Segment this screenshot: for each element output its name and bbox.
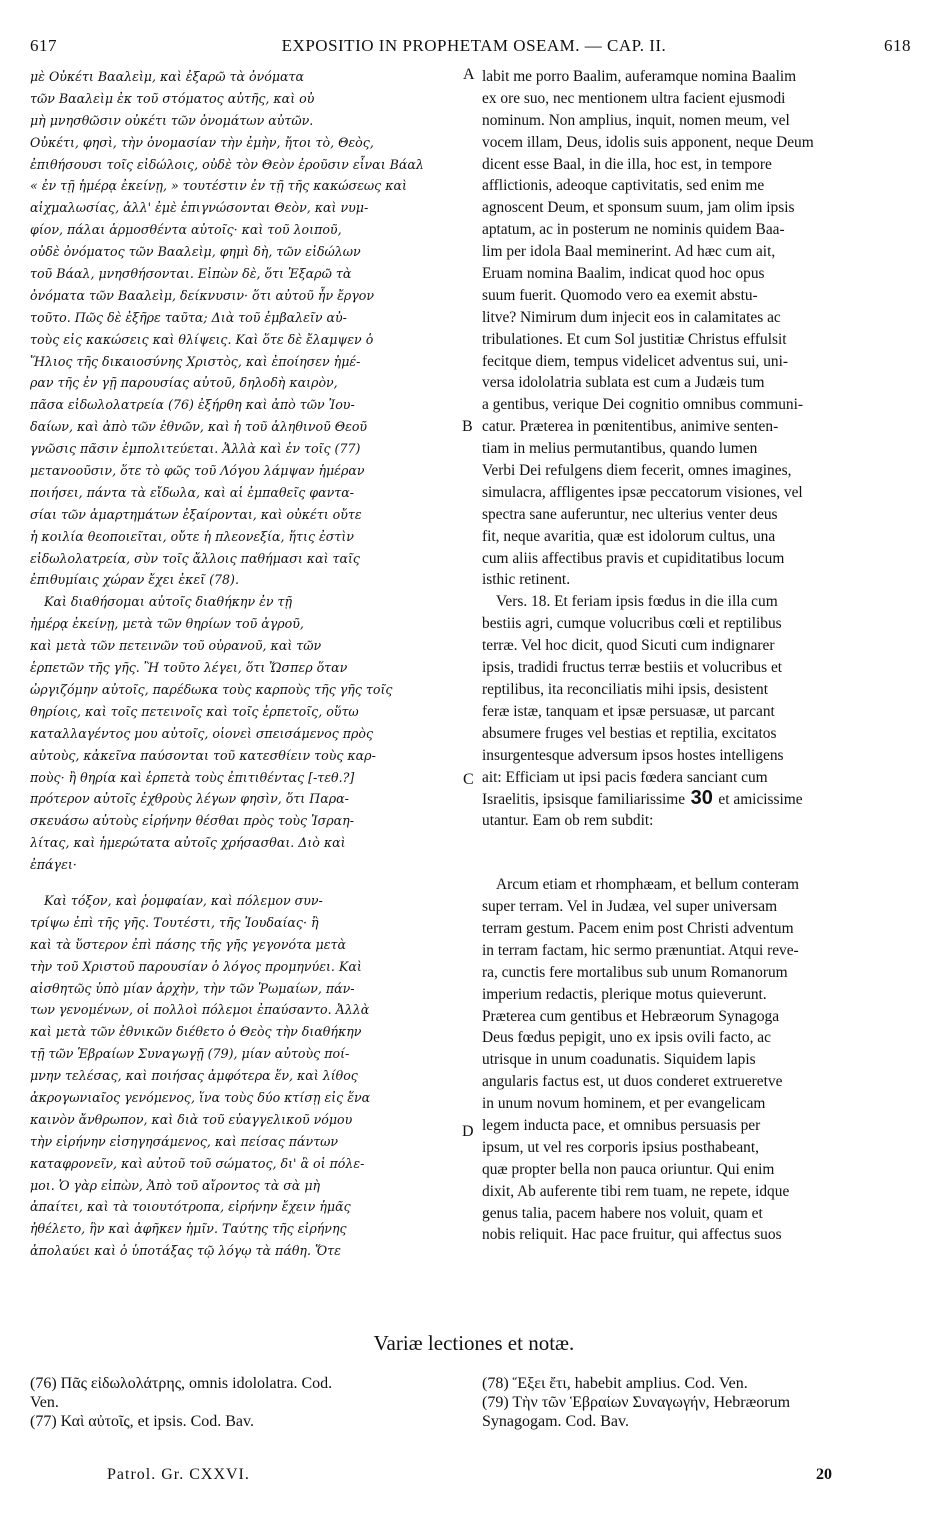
latin-line: agnoscent Deum, et sponsum suum, jam olim ipsis [482,199,795,217]
latin-line: catur. Præterea in pœnitentibus, animive senten- [482,418,779,436]
running-header [0,36,948,58]
greek-line: καὶ μετὰ τῶν πετεινῶν τοῦ οὐρανοῦ, καὶ τῶν [30,638,322,654]
latin-line: in terram factam, hic sermo prænuntiat. Atqui reve- [482,941,799,959]
greek-line: καινὸν ἄνθρωπον, καὶ διὰ τοῦ εὐαγγελικοῦ νόμου [30,1111,353,1127]
greek-line: τοῦ Βάαλ, μνησθήσονται. Εἰπὼν δὲ, ὅτι Ἐξαρῶ τὰ [30,266,352,282]
latin-line [482,832,912,846]
notes-title: Variæ lectiones et notæ. [373,1331,575,1355]
greek-line: τῶν Βααλεὶμ ἐκ τοῦ στόματος αὐτῆς, καὶ οὐ [30,90,315,106]
latin-line: bestiis agri, cumque volucribus cœli et reptilibus [482,615,782,633]
note-line: (77) Καὶ αὐτοῖς, et ipsis. Cod. Bav. [30,1413,254,1430]
latin-line: tribulationes. Et cum Sol justitiæ Christus effulsit [482,330,787,348]
latin-line: tiam in melius permutantibus, quando lumen [482,440,758,458]
latin-line: in unum novum hominem, et per evangelicam [482,1095,766,1113]
latin-line: insurgentesque adversum ipsos hostes intelligens [482,746,784,764]
latin-line: ra, cunctis fere mortalibus sub unum Romanorum [482,963,788,981]
latin-line: absumere fruges vel bestias et reptilia, excitatos [482,724,777,742]
latin-line: super terram. Vel in Judæa, vel super universam [482,898,778,916]
greek-line: θηρίοις, καὶ τοῖς πετεινοῖς καὶ τοῖς ἑρπετοῖς, οὕτω [30,703,359,719]
latin-line: versa idololatria sublata est cum a Judæis tum [482,374,765,392]
notes-right-column [482,1374,912,1431]
latin-line-tail: et amicissime [718,791,803,809]
latin-line: aptatum, ac in posterum ne nominis quidem Baa- [482,221,785,239]
margin-letter-a: A [463,66,475,83]
greek-line: φίον, πάλαι ἁρμοσθέντα αὐτοῖς· καὶ τοῦ λοιποῦ, [30,222,342,238]
latin-line: terræ. Vel hoc dicit, quod Sicuti cum indignarer [482,637,775,655]
greek-line: καταφρονεῖν, καὶ αὐτοῦ τοῦ σώματος, δι' ἃ οἱ πόλε- [30,1155,365,1171]
column-number-marker: 30 [685,788,719,810]
greek-line: ἡμέρᾳ ἐκείνῃ, μετὰ τῶν θηρίων τοῦ ἀγροῦ, [30,616,304,632]
latin-line: genus talia, pacem habere nos voluit, quam et [482,1204,763,1222]
left-page-number: 617 [30,36,57,55]
latin-line: Deus fœdus pepigit, uno ex ipsis ovili facto, ac [482,1029,771,1047]
greek-line [30,876,470,890]
greek-line: ραν τῆς ἐν γῇ παρουσίας αὐτοῦ, δηλοδὴ καιρὸν, [30,375,338,391]
greek-line: ἠθέλετο, ἣν καὶ ἀφῆκεν ἡμῖν. Ταύτης τῆς εἰρήνης [30,1221,347,1237]
latin-line: labit me porro Baalim, auferamque nomina Baalim [482,68,797,85]
greek-line: τὴν εἰρήνην εἰσηγησάμενος, καὶ πείσας πάντων [30,1133,339,1149]
latin-line: Verbi Dei refulgens diem fecerit, omnes imagines, [482,462,792,480]
greek-line: σίαι τῶν ἁμαρτημάτων ἐξαίρονται, καὶ οὐκέτι οὔτε [30,506,362,522]
latin-line: Israelitis, ipsisque familiarissime 30 et amicissime [482,788,803,810]
latin-line: imperium redactis, plerique motus quieverunt. [482,985,767,1003]
latin-line: afflictionis, adeoque captivitatis, sed enim me [482,177,765,195]
latin-line: ipsis, tradidi fructus terræ bestiis et volucribus et [482,659,783,677]
greek-line: ὠργιζόμην αὐτοῖς, παρέδωκα τοὺς καρποὺς τῆς γῆς τοῖς [30,681,393,697]
greek-line: εἰδωλολατρεία, σὺν τοῖς ἄλλοις παθήμασι καὶ ταῖς [30,550,360,566]
greek-column [30,66,470,1262]
greek-line: καὶ μετὰ τῶν ἐθνικῶν διέθετο ὁ Θεὸς τὴν διαθήκην [30,1024,362,1040]
greek-line: Ἥλιος τῆς δικαιοσύνης Χριστὸς, καὶ ἐποίησεν ἡμέ- [30,353,361,369]
footer-sheet-number: 20 [816,1466,832,1483]
greek-line: τοὺς εἰς κακώσεις καὶ θλίψεις. Καὶ ὅτε δὲ ἔλαμψεν ὁ [30,331,374,347]
greek-line: τοῦτο. Πῶς δὲ ἐξῆρε ταῦτα; Διὰ τοῦ ἐμβαλεῖν αὐ- [30,309,347,325]
greek-line: ποιήσει, πάντα τὰ εἴδωλα, καὶ αἱ ἐμπαθεῖς φαντα- [30,484,354,500]
note-line: Synagogam. Cod. Bav. [482,1413,629,1430]
greek-line: ἡ κοιλία θεοποιεῖται, οὔτε ἡ πλεονεξία, ἥτις ἐστὶν [30,528,354,544]
footer-signature: Patrol. Gr. CXXVI. [107,1466,250,1483]
note-line: (78) Ἕξει ἔτι, habebit amplius. Cod. Ven. [482,1375,748,1392]
latin-line: ex ore suo, nec mentionem ultra facient ejusmodi [482,89,786,107]
latin-line: ait: Efficiam ut ipsi pacis fœdera sanciant cum [482,768,768,786]
latin-line: dixit, Ab auferente tibi rem tuam, ne repete, idque [482,1182,790,1200]
greek-line: μοι. Ὁ γὰρ εἰπὼν, Ἀπὸ τοῦ αἴροντος τὰ σὰ μὴ [30,1177,321,1193]
latin-column [482,66,912,1246]
greek-line: καταλλαγέντος μου αὐτοῖς, οἱονεὶ σπεισάμενος πρὸς [30,725,374,741]
greek-line: ἀπολαύει καὶ ὁ ὑποτάξας τῷ λόγῳ τὰ πάθη. Ὅτε [30,1243,341,1259]
latin-line: simulacra, affligentes ipsæ peccatorum visiones, vel [482,483,803,501]
note-line: (76) Πᾶς εἰδωλολάτρης, omnis idololatra. Cod. [30,1375,333,1392]
latin-line: ipsum, ut vel res corporis ipsius posthabeant, [482,1138,759,1156]
greek-line: Καὶ διαθήσομαι αὐτοῖς διαθήκην ἐν τῇ [44,594,293,610]
latin-line: vocem illam, Deus, idolis suis apponent, neque Deum [482,133,814,151]
latin-line: Vers. 18. Et feriam ipsis fœdus in die illa cum [496,593,778,611]
greek-line: πᾶσα εἰδωλολατρεία (76) ἐξήρθη καὶ ἀπὸ τῶν Ἰου- [30,397,355,413]
greek-line: τὴν τοῦ Χριστοῦ παρουσίαν ὁ λόγος προμηνύει. Καὶ [30,958,362,974]
margin-letter-d: D [462,1123,474,1140]
greek-line: καὶ τὰ ὕστερον ἐπὶ πάσης τῆς γῆς γεγονότα μετὰ [30,936,346,952]
right-page-number: 618 [884,36,911,55]
latin-line: fit, neque avaritia, quæ est idolorum cultus, una [482,527,776,545]
greek-line: μετανοοῦσιν, ὅτε τὸ φῶς τοῦ Λόγου λάμψαν ἡμέραν [30,463,365,479]
latin-line: isthic retinent. [482,571,571,589]
note-line: (79) Τὴν τῶν Ἑβραίων Συναγωγήν, Hebræorum [482,1394,791,1411]
greek-line: ἐπιθήσουσι τοῖς εἰδώλοις, οὐδὲ τὸν Θεὸν ἐροῦσιν εἶναι Βάαλ [30,156,424,172]
greek-line: μὴ μνησθῶσιν οὐκέτι τῶν ὀνομάτων αὐτῶν. [30,112,314,128]
greek-line: μνην τελέσας, καὶ ποιήσας ἀμφότερα ἕν, καὶ λίθος [30,1068,358,1084]
latin-line: utrisque in unum coadunatis. Siquidem lapis [482,1051,756,1069]
greek-line: μὲ Οὐκέτι Βααλεὶμ, καὶ ἐξαρῶ τὰ ὀνόματα [30,69,305,84]
note-line: Ven. [30,1394,59,1411]
greek-line: πρότερον αὐτοῖς ἐχθροὺς λέγων φησὶν, ὅτι Παρα- [30,791,349,807]
margin-letter-b: B [462,418,473,435]
greek-line: ἑρπετῶν τῆς γῆς. Ἢ τοῦτο λέγει, ὅτι Ὥσπερ ὅταν [30,660,348,676]
latin-line: fecitque diem, tempus videlicet adventus sui, uni- [482,352,789,370]
greek-line: ἐπιθυμίαις χώραν ἔχει ἐκεῖ (78). [30,572,239,588]
latin-line: Præterea cum gentibus et Hebræorum Synagoga [482,1007,780,1025]
greek-line: ἐπάγει· [30,857,77,873]
latin-line: Arcum etiam et rhomphæam, et bellum conteram [496,876,800,894]
greek-line: αἰχμαλωσίας, ἀλλ' ἐμὲ ἐπιγνώσονται Θεὸν, καὶ νυμ- [30,200,369,216]
latin-line: angularis factus est, ut duos conderet extrueretve [482,1073,783,1091]
greek-line: δαίων, καὶ ἀπὸ τῶν ἐθνῶν, καὶ ἡ τοῦ ἀληθινοῦ Θεοῦ [30,419,368,435]
greek-line: αὐτοὺς, κἀκεῖνα παύσονται τοῦ κατεσθίειν τοὺς καρ- [30,747,376,763]
latin-line: dicent esse Baal, in die illa, hoc est, in tempore [482,155,772,173]
latin-line: nobis reliquit. Hac pace fruitur, qui affectus suos [482,1226,782,1244]
greek-line: των γενομένων, οἱ πολλοὶ πόλεμοι ἐπαύσαντο. Ἀλλὰ [30,1002,370,1018]
greek-line: οὐδὲ ὀνόματος τῶν Βααλεὶμ, φημὶ δὴ, τῶν εἰδώλων [30,244,361,260]
greek-line: ποὺς· ἢ θηρία καὶ ἑρπετὰ τοὺς ἐπιτιθέντας [-τεθ.?] [30,769,355,785]
greek-line: « ἐν τῇ ἡμέρᾳ ἐκείνῃ, » τουτέστιν ἐν τῇ τῆς κακώσεως καὶ [30,178,407,194]
greek-line: γνῶσις πᾶσιν ἐμπολιτεύεται. Ἀλλὰ καὶ ἐν τοῖς (77) [30,441,361,457]
margin-letter-c: C [463,771,474,788]
greek-line: τρίψω ἐπὶ τῆς γῆς. Τουτέστι, τῆς Ἰουδαίας· ἢ [30,914,319,930]
latin-line: nominum. Non amplius, inquit, nomen meum, vel [482,111,790,129]
latin-line: quæ propter bella non pauca oriuntur. Qui enim [482,1160,775,1178]
greek-line: Καὶ τόξον, καὶ ῥομφαίαν, καὶ πόλεμον συν- [44,892,323,908]
latin-line: litve? Nimirum dum injecit eos in calamitates ac [482,308,781,326]
latin-line: terram gestum. Pacem enim post Christi adventum [482,919,794,937]
greek-line: ἀπαίτει, καὶ τὰ τοιουτότροπα, εἰρήνην ἔχειν ἡμᾶς [30,1199,351,1215]
latin-line: cum aliis affectibus pravis et cupiditatibus locum [482,549,785,567]
latin-line [482,860,912,874]
greek-line: ἀκρογωνιαῖος γενόμενος, ἵνα τοὺς δύο κτίσῃ εἰς ἕνα [30,1089,371,1105]
greek-line: Οὐκέτι, φησὶ, τὴν ὀνομασίαν τὴν ἐμὴν, ἤτοι τὸ, Θεὸς, [30,134,374,150]
latin-line: legem inducta pace, et omnibus persuasis per [482,1116,761,1134]
greek-line: σκευάσω αὐτοὺς εἰρήνην θέσθαι πρὸς τοὺς Ἰσραη- [30,813,354,829]
latin-line: lim per idola Baal meminerint. Ad hæc cum ait, [482,243,776,261]
latin-line: spectra sane auferuntur, nec ulterius venter deus [482,505,778,523]
latin-line: Eruam nomina Baalim, indicat quod hoc opus [482,265,765,283]
running-title: EXPOSITIO IN PROPHETAM OSEAM. — CAP. II. [281,36,667,55]
latin-line: suum fuerit. Quomodo vero ea exemit abstu- [482,286,758,304]
greek-line: λίτας, καὶ ἡμερώτατα αὐτοῖς χρήσασθαι. Διὸ καὶ [30,835,346,851]
latin-line: a gentibus, verique Dei cognitio omnibus communi- [482,396,804,414]
latin-line: feræ istæ, tanquam et ipsæ persuasæ, ut parcant [482,702,775,720]
greek-line: ὀνόματα τῶν Βααλεὶμ, δείκνυσιν· ὅτι αὐτοῦ ἦν ἔργον [30,287,375,303]
latin-line: reptilibus, ita reconciliatis mihi ipsis, desistent [482,680,768,698]
latin-line [482,846,912,860]
greek-line: τῇ τῶν Ἑβραίων Συναγωγῇ (79), μίαν αὐτοὺς ποί- [30,1046,350,1062]
greek-line: αἰσθητῶς ὑπὸ μίαν ἀρχὴν, τὴν τῶν Ῥωμαίων, πάν- [30,980,355,996]
notes-left-column [30,1374,470,1431]
latin-line: utantur. Eam ob rem subdit: [482,812,654,830]
